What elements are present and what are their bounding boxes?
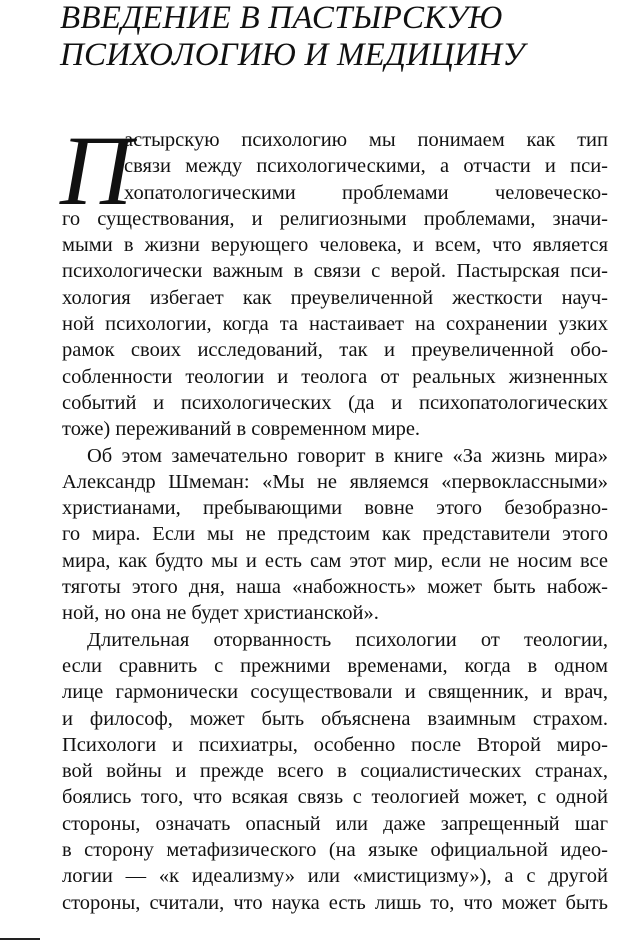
text-line: хопатологическими проблемами человеческо- xyxy=(124,181,608,204)
chapter-title-line-2: ПСИХОЛОГИЮ И МЕДИЦИНУ xyxy=(60,37,525,73)
text-line: психологически важным в связи с верой. Пастырская пси- xyxy=(62,260,608,283)
text-line: ной психологии, когда та настаивает на сохранении узких xyxy=(62,313,608,336)
text-line: мыми в жизни верующего человека, и всем, что является xyxy=(62,234,608,257)
body-text xyxy=(62,127,608,916)
drop-cap: П xyxy=(60,115,133,226)
text-line: стороны, считали, что наука есть лишь то, что может быть xyxy=(62,891,608,914)
text-line: мира, как будто мы и есть сам этот мир, если не носим все xyxy=(62,549,608,572)
text-line: астырскую психологию мы понимаем как тип xyxy=(124,129,608,151)
text-line: боялись того, что всякая связь с теологией может, с одной xyxy=(62,786,608,809)
text-line: логии — «к идеализму» или «мистицизму»), а с другой xyxy=(62,865,608,888)
text-line: лице гармонически сосуществовали и священник, и врач, xyxy=(62,681,608,704)
text-line: Длительная оторванность психологии от теологии, xyxy=(87,628,608,651)
text-line: го существования, и религиозными проблемами, значи- xyxy=(62,207,608,230)
text-line: стороны, означать опасный или даже запрещенный шаг xyxy=(62,812,608,835)
chapter-title xyxy=(60,0,525,74)
text-line: если сравнить с прежними временами, когда в одном xyxy=(62,654,608,677)
text-line: связи между психологическими, а отчасти и пси- xyxy=(124,155,608,178)
text-line: вой войны и прежде всего в социалистических странах, xyxy=(62,760,608,783)
text-line: Александр Шмеман: «Мы не являемся «первоклассными» xyxy=(62,470,608,493)
text-line: рамок своих исследований, так и преувеличенной обо- xyxy=(62,339,608,362)
text-line: и философ, может быть объяснена взаимным страхом. xyxy=(62,707,608,730)
page-edge-mark xyxy=(0,938,40,940)
text-line: событий и психологических (да и психопатологических xyxy=(62,391,608,414)
text-line: тоже) переживаний в современном мире. xyxy=(62,418,421,441)
text-line: хология избегает как преувеличенной жесткости науч- xyxy=(62,286,608,309)
text-line: Об этом замечательно говорит в книге «За жизнь мира» xyxy=(87,444,608,467)
text-line: тяготы этого дня, наша «набожность» может быть набож- xyxy=(62,576,608,599)
chapter-title-line-1: ВВЕДЕНИЕ В ПАСТЫРСКУЮ xyxy=(60,0,503,36)
text-line: Психологи и психиатры, особенно после Второй миро- xyxy=(62,733,608,756)
text-line: собленности теологии и теолога от реальных жизненных xyxy=(62,365,608,388)
text-line: ной, но она не будет христианской». xyxy=(62,602,379,625)
text-line: христианами, пребывающими вовне этого безобразно- xyxy=(62,497,608,520)
text-line: го мира. Если мы не предстоим как представители этого xyxy=(62,523,608,546)
text-line: в сторону метафизического (на языке официальной идео- xyxy=(62,839,608,862)
